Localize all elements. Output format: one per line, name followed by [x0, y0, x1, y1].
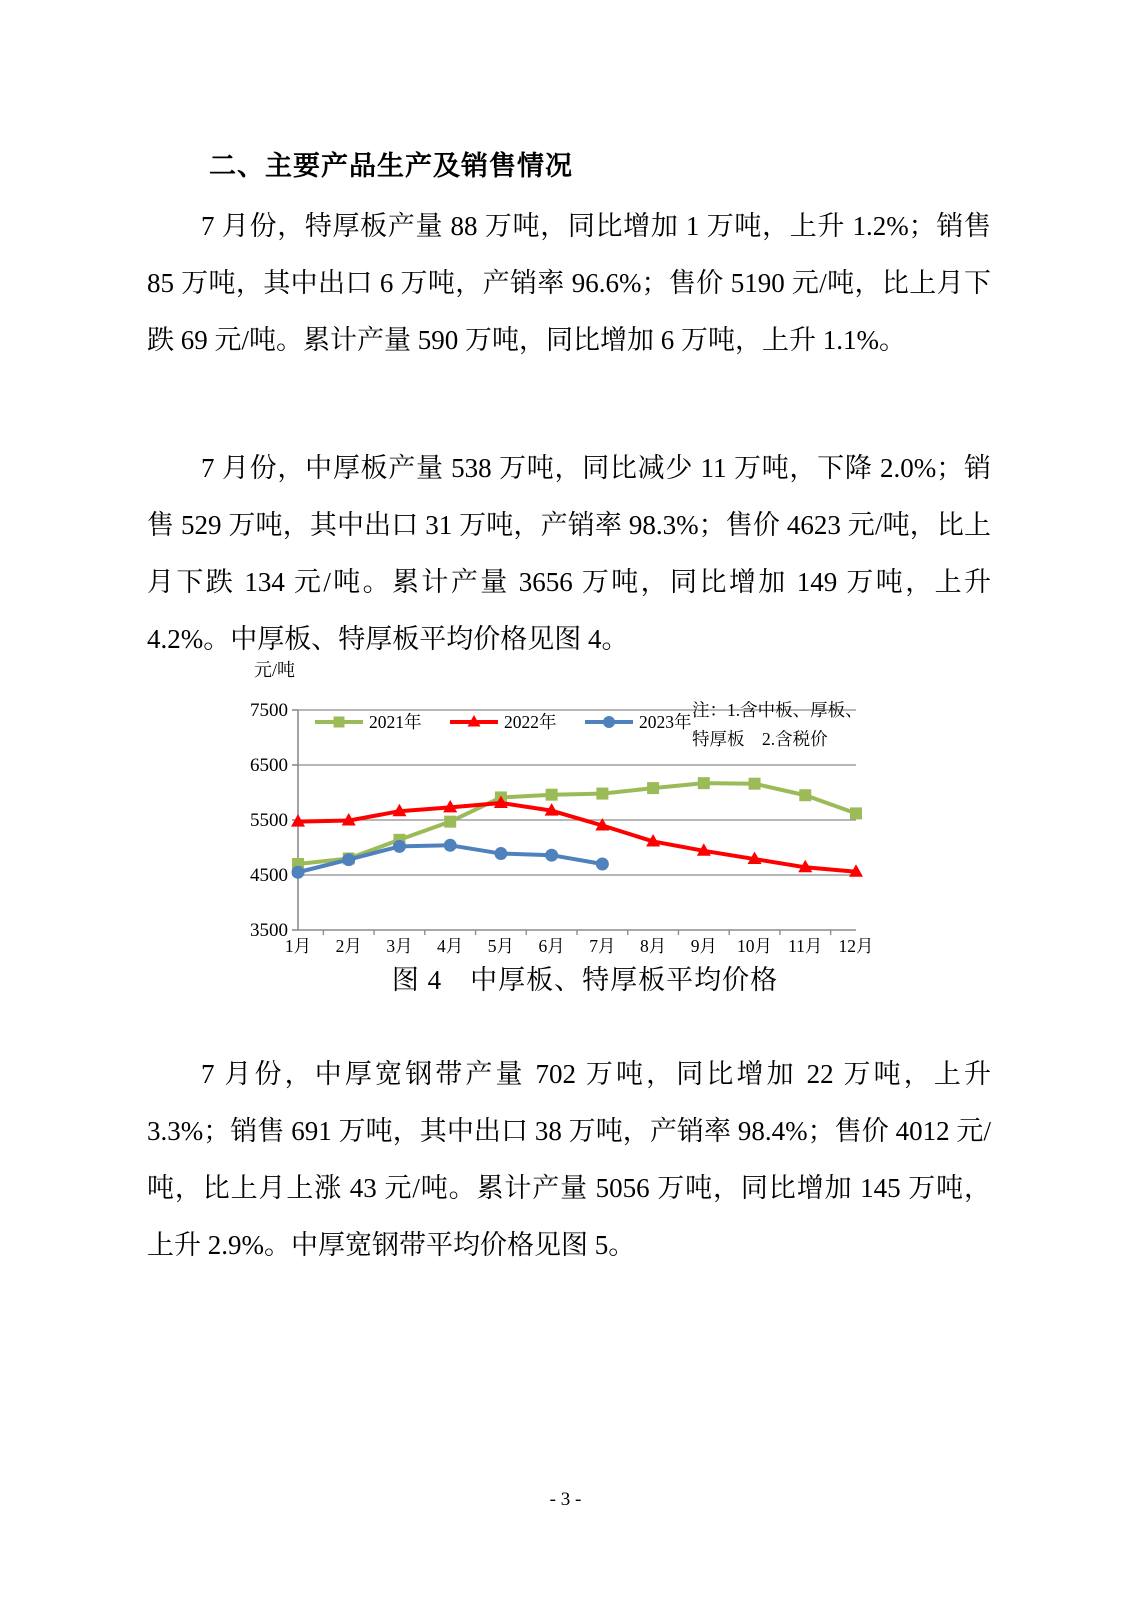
circle-marker	[596, 858, 609, 871]
legend-item-2021年	[315, 712, 422, 732]
x-tick-label: 5月	[487, 936, 515, 954]
chart-note-line: 特厚板 2.含税价	[692, 729, 828, 749]
square-marker	[444, 816, 456, 828]
paragraph-extra-thick-plate: 7 月份，特厚板产量 88 万吨，同比增加 1 万吨，上升 1.2%；销售 85 万吨，其中出口 6 万吨，产销率 96.6%；售价 5190 元/吨，比上月下跌 69 元/吨。累计产量 590 万吨，同比增加 6 万吨，上升 1.1%。	[147, 211, 991, 355]
price-line-chart	[240, 658, 930, 954]
circle-marker	[292, 866, 305, 879]
circle-marker	[545, 849, 558, 862]
x-tick-label: 2月	[335, 936, 362, 954]
legend-item-2023年	[585, 712, 692, 732]
x-tick-label: 8月	[639, 936, 667, 954]
series-2021年	[292, 777, 862, 870]
square-marker	[799, 789, 811, 801]
x-tick-label: 7月	[589, 936, 616, 954]
square-marker	[546, 789, 558, 801]
y-tick-label: 7500	[250, 700, 288, 721]
circle-marker	[342, 853, 355, 866]
square-marker	[749, 778, 761, 790]
x-tick-label: 1月	[284, 936, 312, 954]
x-tick-label: 10月	[737, 936, 773, 954]
y-tick-label: 6500	[250, 755, 288, 776]
page-number: - 3 -	[549, 1489, 582, 1510]
legend-label: 2022年	[504, 712, 557, 732]
chart-note-line: 注：1.含中板、厚板、	[692, 700, 863, 720]
circle-marker	[393, 840, 406, 853]
circle-marker	[444, 839, 457, 852]
figure-caption: 图 4 中厚板、特厚板平均价格	[391, 965, 779, 995]
circle-marker	[603, 716, 615, 728]
x-tick-label: 11月	[788, 936, 823, 954]
x-tick-label: 3月	[386, 936, 413, 954]
series-2022年	[291, 795, 863, 876]
y-tick-label: 3500	[250, 920, 288, 941]
square-marker	[698, 777, 710, 789]
y-tick-label: 5500	[250, 810, 288, 831]
x-tick-label: 12月	[838, 936, 874, 954]
circle-marker	[494, 847, 507, 860]
paragraph-medium-wide-strip: 7 月份，中厚宽钢带产量 702 万吨，同比增加 22 万吨，上升 3.3%；销售 691 万吨，其中出口 38 万吨，产销率 98.4%；售价 4012 元/吨，比上月上涨 43 元/吨。累计产量 5056 万吨，同比增加 145 万吨，上升 2.9%。中厚宽钢带平均价格见图 5。	[147, 1059, 991, 1260]
square-marker	[596, 788, 608, 800]
price-chart-svg	[240, 658, 930, 954]
legend-label: 2021年	[369, 712, 422, 732]
section-heading: 二、主要产品生产及销售情况	[209, 151, 573, 181]
y-tick-label: 4500	[250, 865, 288, 886]
figure-4	[240, 658, 930, 997]
x-tick-label: 9月	[690, 936, 717, 954]
square-marker	[647, 782, 659, 794]
square-marker	[334, 717, 345, 728]
x-tick-label: 6月	[538, 936, 565, 954]
legend-label: 2023年	[639, 712, 692, 732]
legend-item-2022年	[450, 712, 557, 732]
square-marker	[850, 807, 862, 819]
paragraph-medium-plate: 7 月份，中厚板产量 538 万吨，同比减少 11 万吨，下降 2.0%；销售 529 万吨，其中出口 31 万吨，产销率 98.3%；售价 4623 元/吨，比上月下跌 134 元/吨。累计产量 3656 万吨，同比增加 149 万吨，上升 4.2%。中厚板、特厚板平均价格见图 4。	[147, 453, 991, 654]
x-tick-label: 4月	[437, 936, 464, 954]
y-axis-unit-label: 元/吨	[254, 660, 296, 680]
